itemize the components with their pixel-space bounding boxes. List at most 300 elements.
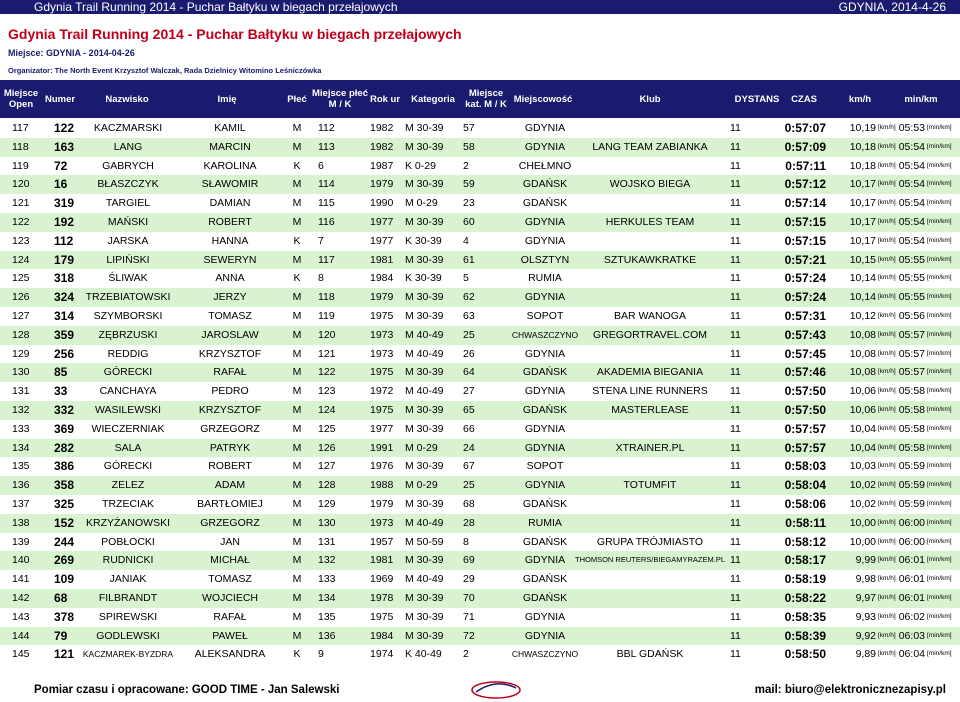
unit-minkm: [min/km] — [927, 650, 952, 658]
unit-kmh: [km/h] — [878, 518, 896, 526]
unit-kmh: [km/h] — [878, 255, 896, 263]
table-row — [0, 157, 960, 176]
cell-dystans: 11 — [730, 215, 741, 228]
cell-czas: 0:57:43 — [784, 327, 826, 342]
cell-open: 122 — [12, 215, 30, 228]
cell-numer: 85 — [54, 365, 68, 380]
cell-dystans: 11 — [730, 648, 741, 661]
cell-plec: M — [292, 197, 302, 210]
cell-kmh: 10,18 — [849, 140, 876, 153]
cell-mplec: 7 — [318, 234, 324, 247]
cell-kat: M 40-49 — [405, 328, 444, 341]
cell-minkm: 05:55 — [898, 253, 925, 266]
cell-numer: 369 — [54, 421, 75, 436]
cell-klub: TOTUMFIT — [623, 479, 677, 492]
cell-rok: 1973 — [370, 516, 394, 529]
cell-minkm: 06:00 — [898, 516, 925, 529]
unit-kmh: [km/h] — [878, 443, 896, 451]
cell-imie: SEWERYN — [203, 253, 257, 266]
unit-kmh: [km/h] — [878, 499, 896, 507]
cell-plec: M — [292, 497, 302, 510]
cell-kat: M 40-49 — [405, 573, 444, 586]
unit-minkm: [min/km] — [927, 142, 952, 150]
cell-open: 119 — [12, 159, 29, 172]
cell-kmh: 10,19 — [849, 122, 876, 134]
unit-minkm: [min/km] — [927, 462, 952, 470]
cell-miasto: CHWASZCZYNO — [511, 649, 579, 660]
cell-czas: 0:57:46 — [784, 365, 826, 380]
cell-open: 128 — [12, 328, 30, 341]
cell-numer: 256 — [54, 346, 75, 361]
unit-minkm: [min/km] — [927, 330, 952, 338]
cell-czas: 0:58:17 — [784, 553, 826, 568]
cell-open: 135 — [12, 460, 30, 473]
cell-minkm: 05:54 — [898, 234, 925, 247]
cell-rok: 1982 — [370, 122, 394, 134]
cell-miasto: GDYNIA — [524, 347, 566, 360]
unit-minkm: [min/km] — [927, 255, 952, 263]
table-row — [0, 363, 960, 382]
cell-czas: 0:57:24 — [784, 290, 826, 305]
cell-czas: 0:57:31 — [784, 308, 826, 323]
unit-kmh: [km/h] — [878, 161, 896, 169]
cell-klub: SZTUKAWKRATKE — [603, 253, 697, 266]
cell-numer: 33 — [54, 384, 68, 399]
cell-plec: M — [292, 122, 302, 134]
unit-kmh: [km/h] — [878, 612, 896, 620]
cell-plec: M — [292, 441, 302, 454]
cell-numer: 163 — [54, 139, 75, 154]
cell-plec: M — [292, 403, 302, 416]
cell-imie: ALEKSANDRA — [194, 648, 266, 661]
cell-mkat: 63 — [463, 309, 475, 322]
unit-kmh: [km/h] — [878, 462, 896, 470]
cell-minkm: 06:01 — [898, 554, 925, 567]
cell-rok: 1977 — [370, 422, 394, 435]
cell-czas: 0:57:57 — [784, 421, 826, 436]
cell-miasto: GDAŃSK — [522, 591, 568, 604]
cell-kat: M 40-49 — [405, 385, 444, 398]
cell-open: 145 — [12, 648, 30, 661]
cell-kat: M 30-39 — [405, 178, 444, 191]
cell-imie: SŁAWOMIR — [201, 178, 259, 191]
col-rok: Rok ur — [369, 93, 401, 105]
cell-imie: ROBERT — [208, 460, 252, 473]
cell-plec: M — [292, 385, 302, 398]
cell-imie: PAWEŁ — [212, 629, 248, 642]
cell-imie: HANNA — [211, 234, 249, 247]
cell-plec: M — [292, 610, 302, 623]
cell-rok: 1957 — [370, 535, 394, 548]
cell-kmh: 10,18 — [849, 159, 876, 172]
cell-czas: 0:58:35 — [784, 609, 826, 624]
cell-rok: 1984 — [370, 629, 394, 642]
cell-nazwisko: GÓRECKI — [103, 460, 153, 473]
cell-mkat: 69 — [463, 554, 475, 567]
col-minkm: min/km — [904, 93, 938, 105]
cell-kmh: 10,12 — [849, 309, 876, 322]
cell-mplec: 123 — [318, 385, 336, 398]
cell-mplec: 129 — [318, 497, 336, 510]
cell-numer: 319 — [54, 196, 75, 211]
cell-czas: 0:58:22 — [784, 590, 826, 605]
cell-mplec: 135 — [318, 610, 336, 623]
cell-czas: 0:57:50 — [784, 402, 826, 417]
cell-numer: 122 — [54, 121, 75, 135]
cell-numer: 269 — [54, 553, 75, 568]
unit-kmh: [km/h] — [878, 330, 896, 338]
cell-plec: M — [292, 215, 302, 228]
cell-miasto: SOPOT — [526, 460, 564, 473]
table-row — [0, 645, 960, 664]
cell-nazwisko: GODLEWSKI — [96, 629, 160, 642]
cell-czas: 0:58:12 — [784, 534, 826, 549]
cell-imie: BARTŁOMIEJ — [197, 497, 263, 510]
cell-mplec: 127 — [318, 460, 336, 473]
cell-minkm: 05:59 — [898, 479, 925, 492]
table-row — [0, 269, 960, 288]
cell-kat: M 30-39 — [405, 253, 444, 266]
cell-kmh: 10,17 — [849, 215, 876, 228]
cell-miasto: GDYNIA — [524, 479, 566, 492]
cell-kat: M 40-49 — [405, 516, 444, 529]
footer-email[interactable]: mail: biuro@elektronicznezapisy.pl — [754, 684, 946, 696]
cell-kmh: 10,08 — [849, 328, 876, 341]
table-row — [0, 476, 960, 495]
cell-open: 133 — [12, 422, 30, 435]
cell-numer: 112 — [54, 233, 74, 248]
unit-kmh: [km/h] — [878, 368, 896, 376]
cell-kmh: 10,08 — [849, 366, 876, 379]
cell-plec: M — [292, 366, 302, 379]
unit-minkm: [min/km] — [927, 349, 952, 357]
cell-miasto: CHEŁMNO — [518, 159, 572, 172]
table-row — [0, 608, 960, 627]
cell-kat: M 30-39 — [405, 554, 444, 567]
cell-mkat: 67 — [463, 460, 475, 473]
cell-miasto: GDYNIA — [524, 234, 566, 247]
cell-kat: M 30-39 — [405, 591, 444, 604]
unit-kmh: [km/h] — [878, 405, 896, 413]
cell-rok: 1977 — [370, 215, 394, 228]
table-row — [0, 251, 960, 270]
table-row — [0, 495, 960, 514]
unit-minkm: [min/km] — [927, 161, 952, 169]
cell-mplec: 130 — [318, 516, 336, 529]
cell-czas: 0:57:15 — [784, 233, 826, 248]
cell-mkat: 58 — [463, 140, 475, 153]
cell-nazwisko: KRZYŻANOWSKI — [85, 516, 171, 529]
cell-mplec: 120 — [318, 328, 336, 341]
unit-minkm: [min/km] — [927, 293, 952, 301]
cell-plec: M — [292, 422, 302, 435]
cell-open: 140 — [12, 554, 30, 567]
cell-rok: 1982 — [370, 140, 394, 153]
cell-czas: 0:57:21 — [784, 252, 826, 267]
unit-kmh: [km/h] — [878, 556, 896, 564]
cell-numer: 282 — [54, 440, 75, 455]
cell-plec: M — [292, 516, 302, 529]
cell-mplec: 114 — [318, 178, 335, 191]
cell-imie: JERZY — [213, 291, 247, 304]
cell-open: 142 — [12, 591, 30, 604]
cell-numer: 79 — [54, 628, 68, 643]
cell-open: 124 — [12, 253, 30, 266]
cell-plec: K — [293, 234, 301, 247]
cell-plec: M — [292, 479, 302, 492]
cell-numer: 121 — [54, 647, 75, 662]
cell-plec: M — [292, 460, 302, 473]
cell-rok: 1988 — [370, 479, 394, 492]
cell-mkat: 28 — [463, 516, 475, 529]
unit-kmh: [km/h] — [878, 236, 896, 244]
table-row — [0, 119, 960, 138]
cell-czas: 0:57:12 — [784, 177, 826, 192]
cell-miasto: CHWASZCZYNO — [511, 329, 579, 340]
place-date: Miejsce: GDYNIA - 2014-04-26 — [8, 48, 135, 58]
col-czas: CZAS — [791, 93, 817, 105]
cell-mkat: 23 — [463, 197, 475, 210]
unit-minkm: [min/km] — [927, 537, 952, 545]
cell-mkat: 59 — [463, 178, 475, 191]
cell-minkm: 05:55 — [898, 272, 925, 285]
unit-kmh: [km/h] — [878, 311, 896, 319]
cell-kmh: 10,17 — [849, 178, 876, 191]
col-miejsce-kat: Miejsce kat. M / K — [465, 88, 507, 110]
cell-minkm: 05:57 — [898, 366, 925, 379]
cell-klub: GREGORTRAVEL.COM — [593, 328, 707, 341]
cell-kat: M 30-39 — [405, 366, 444, 379]
cell-minkm: 06:01 — [898, 573, 925, 586]
cell-open: 144 — [12, 629, 30, 642]
col-klub: Klub — [639, 93, 661, 105]
cell-minkm: 05:59 — [898, 460, 925, 473]
cell-minkm: 06:04 — [898, 648, 925, 661]
footer-left: Pomiar czasu i opracowane: GOOD TIME - Jan Salewski — [34, 684, 340, 696]
cell-nazwisko: POBŁOCKI — [101, 535, 155, 548]
cell-nazwisko: GÓRECKI — [103, 366, 153, 379]
cell-czas: 0:58:06 — [784, 496, 826, 511]
cell-kmh: 10,04 — [849, 441, 876, 454]
cell-kat: M 0-29 — [405, 441, 438, 454]
cell-rok: 1975 — [370, 403, 394, 416]
cell-kmh: 10,17 — [849, 197, 876, 210]
table-row — [0, 288, 960, 307]
cell-minkm: 05:57 — [898, 328, 925, 341]
table-row — [0, 345, 960, 364]
table-row — [0, 533, 960, 552]
cell-dystans: 11 — [730, 554, 741, 567]
cell-imie: GRZEGORZ — [200, 422, 260, 435]
table-row — [0, 194, 960, 213]
cell-mplec: 6 — [318, 159, 324, 172]
cell-minkm: 06:02 — [898, 610, 925, 623]
unit-kmh: [km/h] — [878, 593, 896, 601]
cell-kmh: 9,97 — [855, 591, 876, 604]
unit-minkm: [min/km] — [927, 311, 952, 319]
cell-minkm: 05:54 — [898, 215, 925, 228]
cell-open: 121 — [12, 197, 30, 210]
cell-mkat: 70 — [463, 591, 475, 604]
cell-open: 141 — [12, 573, 30, 586]
cell-open: 143 — [12, 610, 30, 623]
cell-dystans: 11 — [730, 403, 741, 416]
cell-nazwisko: SALA — [114, 441, 142, 454]
cell-czas: 0:57:24 — [784, 271, 826, 286]
cell-nazwisko: ZELEZ — [111, 479, 145, 492]
cell-open: 138 — [12, 516, 30, 529]
cell-kmh: 10,06 — [849, 385, 876, 398]
cell-mkat: 57 — [463, 122, 475, 134]
cell-nazwisko: RUDNICKI — [102, 554, 154, 567]
cell-miasto: GDAŃSK — [522, 366, 568, 379]
cell-numer: 324 — [54, 290, 75, 305]
cell-miasto: GDYNIA — [524, 441, 566, 454]
cell-minkm: 05:58 — [898, 422, 925, 435]
unit-minkm: [min/km] — [927, 217, 952, 225]
cell-kat: M 30-39 — [405, 422, 444, 435]
cell-kat: K 30-39 — [405, 234, 442, 247]
cell-plec: K — [293, 272, 301, 285]
cell-open: 139 — [12, 535, 30, 548]
cell-kmh: 9,89 — [855, 648, 876, 661]
col-nazwisko: Nazwisko — [105, 93, 149, 105]
cell-nazwisko: WIECZERNIAK — [91, 422, 165, 435]
cell-plec: M — [292, 328, 302, 341]
cell-dystans: 11 — [730, 573, 741, 586]
results-table — [0, 119, 960, 664]
cell-rok: 1991 — [370, 441, 394, 454]
cell-dystans: 11 — [730, 159, 741, 172]
cell-klub: AKADEMIA BIEGANIA — [596, 366, 704, 379]
cell-open: 120 — [12, 178, 30, 191]
cell-open: 125 — [12, 272, 30, 285]
cell-mkat: 29 — [463, 573, 475, 586]
col-imie: Imię — [217, 93, 237, 105]
cell-miasto: GDYNIA — [524, 629, 566, 642]
cell-czas: 0:57:57 — [784, 440, 826, 455]
unit-minkm: [min/km] — [927, 405, 952, 413]
cell-imie: MARCIN — [209, 140, 251, 153]
cell-open: 132 — [12, 403, 30, 416]
cell-nazwisko: GABRYCH — [102, 159, 154, 172]
cell-nazwisko: KACZMAREK-BYZDRA — [82, 649, 174, 660]
window-title-bar — [0, 0, 960, 14]
cell-kat: M 30-39 — [405, 460, 444, 473]
cell-rok: 1978 — [370, 591, 394, 604]
cell-nazwisko: MAŃSKI — [107, 215, 149, 228]
cell-dystans: 11 — [730, 178, 741, 191]
cell-imie: TOMASZ — [208, 309, 252, 322]
cell-numer: 386 — [54, 459, 75, 474]
cell-minkm: 05:54 — [898, 178, 925, 191]
cell-czas: 0:57:45 — [784, 346, 826, 361]
cell-kmh: 10,14 — [849, 272, 876, 285]
cell-minkm: 06:03 — [898, 629, 925, 642]
cell-klub: XTRAINER.PL — [615, 441, 685, 454]
unit-kmh: [km/h] — [878, 349, 896, 357]
cell-mkat: 66 — [463, 422, 475, 435]
table-row — [0, 439, 960, 458]
cell-mplec: 9 — [318, 648, 324, 661]
cell-rok: 1987 — [370, 159, 394, 172]
table-header — [0, 80, 960, 118]
cell-minkm: 05:54 — [898, 140, 925, 153]
cell-kat: M 40-49 — [405, 347, 444, 360]
cell-miasto: GDYNIA — [524, 291, 566, 304]
cell-miasto: GDAŃSK — [522, 178, 568, 191]
cell-mkat: 25 — [463, 479, 475, 492]
cell-minkm: 06:00 — [898, 535, 925, 548]
unit-minkm: [min/km] — [927, 481, 952, 489]
cell-dystans: 11 — [730, 122, 741, 134]
cell-open: 123 — [12, 234, 30, 247]
cell-czas: 0:57:07 — [784, 121, 826, 135]
cell-mplec: 122 — [318, 366, 336, 379]
cell-imie: WOJCIECH — [202, 591, 258, 604]
cell-miasto: GDYNIA — [524, 610, 566, 623]
cell-minkm: 05:58 — [898, 385, 925, 398]
cell-plec: M — [292, 573, 302, 586]
title-right: GDYNIA, 2014-4-26 — [838, 0, 946, 14]
cell-plec: M — [292, 591, 302, 604]
cell-nazwisko: BŁASZCZYK — [97, 178, 159, 191]
cell-nazwisko: CANCHAYA — [99, 385, 157, 398]
cell-mplec: 113 — [318, 140, 335, 153]
cell-open: 126 — [12, 291, 30, 304]
cell-kat: M 0-29 — [405, 479, 438, 492]
cell-plec: M — [292, 253, 302, 266]
cell-dystans: 11 — [730, 347, 741, 360]
cell-dystans: 11 — [730, 234, 741, 247]
unit-minkm: [min/km] — [927, 368, 952, 376]
cell-kat: M 30-39 — [405, 140, 444, 153]
cell-imie: MICHAŁ — [210, 554, 250, 567]
cell-nazwisko: TARGIEL — [105, 197, 151, 210]
cell-dystans: 11 — [730, 309, 741, 322]
cell-czas: 0:58:19 — [784, 572, 826, 587]
cell-czas: 0:58:50 — [784, 647, 826, 662]
cell-plec: M — [292, 178, 302, 191]
cell-numer: 318 — [54, 271, 75, 286]
cell-minkm: 05:59 — [898, 497, 925, 510]
cell-mkat: 25 — [463, 328, 475, 341]
cell-imie: KAMIL — [214, 122, 246, 134]
cell-mkat: 8 — [463, 535, 469, 548]
cell-nazwisko: JANIAK — [109, 573, 147, 586]
col-kategoria: Kategoria — [411, 93, 455, 105]
cell-open: 118 — [12, 140, 29, 153]
unit-kmh: [km/h] — [878, 631, 896, 639]
cell-kmh: 10,08 — [849, 347, 876, 360]
cell-dystans: 11 — [730, 422, 741, 435]
title-left: Gdynia Trail Running 2014 - Puchar Bałtyku w biegach przełajowych — [34, 0, 398, 14]
cell-imie: ANNA — [215, 272, 245, 285]
cell-kmh: 10,17 — [849, 234, 876, 247]
cell-kmh: 10,00 — [849, 535, 876, 548]
cell-mplec: 8 — [318, 272, 324, 285]
cell-kmh: 10,15 — [849, 253, 876, 266]
cell-dystans: 11 — [730, 385, 741, 398]
cell-imie: GRZEGORZ — [200, 516, 260, 529]
cell-nazwisko: REDDIG — [107, 347, 149, 360]
page-title: Gdynia Trail Running 2014 - Puchar Bałtyku w biegach przełajowych — [8, 26, 462, 42]
cell-miasto: GDYNIA — [524, 385, 566, 398]
cell-mplec: 134 — [318, 591, 336, 604]
cell-czas: 0:57:09 — [784, 139, 826, 154]
cell-dystans: 11 — [730, 460, 741, 473]
cell-dystans: 11 — [730, 610, 741, 623]
